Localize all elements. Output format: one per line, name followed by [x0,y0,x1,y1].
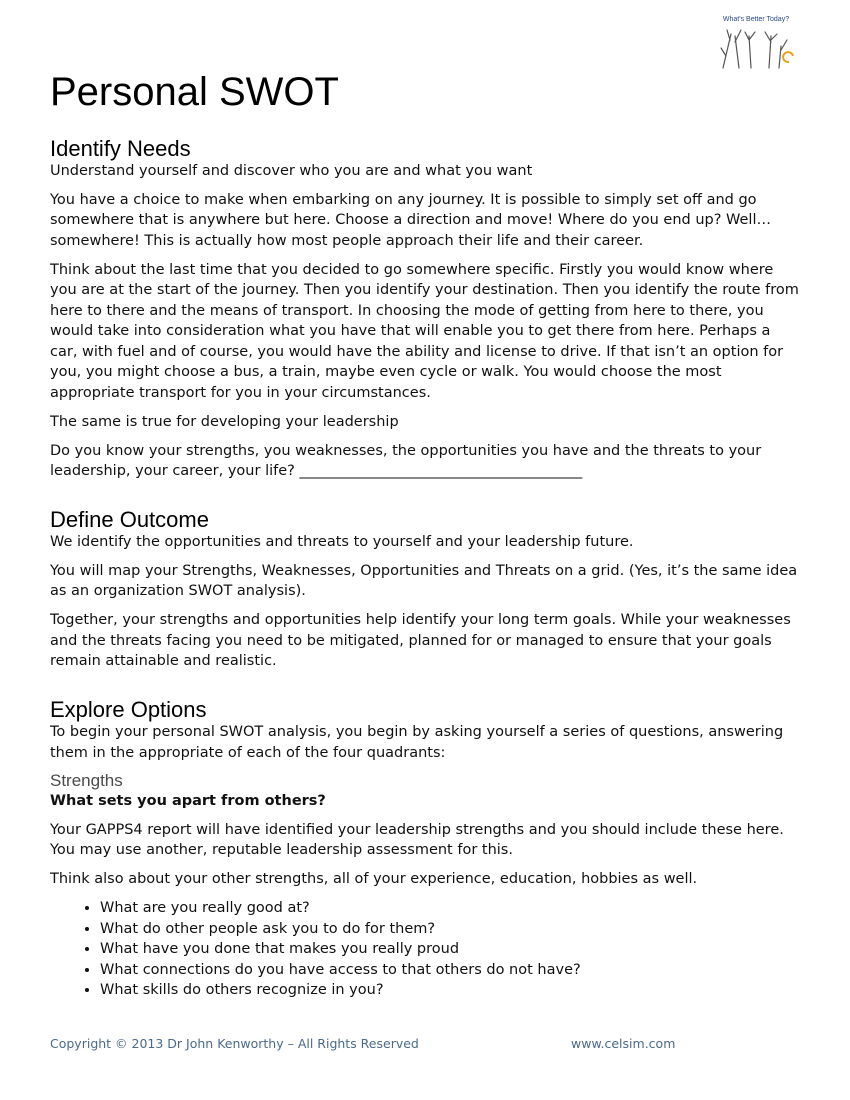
list-item: • What do other people ask you to do for them? [100,919,800,940]
define-outcome-lead: We identify the opportunities and threats to yourself and your leadership future. [50,534,634,550]
list-item: • What skills do others recognize in you? [100,980,800,1001]
explore-options-heading: Explore Options [50,697,207,722]
list-item: • What connections do you have access to that others do not have? [100,960,800,981]
identify-needs-heading: Identify Needs [50,136,191,161]
footer-website-link[interactable]: www.celsim.com [571,1036,676,1051]
identify-paragraph: Think about the last time that you decided to go somewhere specific. Firstly you would know where you are at the start of the journey. Then you identify your destination. Then you identify the route from here to there and the means of transport. In choosing the mode of getting from here to there, you would take into consideration what you have that will enable you to get there from here. Perhaps a car, with fuel and of course, you would have the ability and license to drive. If that isn’t an option for you, you might choose a bus, a train, maybe even cycle or walk. You would choose the most appropriate transport for you in your circumstances. [50,261,799,401]
logo [713,16,799,72]
define-paragraph: You will map your Strengths, Weaknesses, Opportunities and Threats on a grid. (Yes, it’s the same idea as an organization SWOT analysis). [50,562,798,599]
document-body [50,68,800,1001]
list-item: • What have you done that makes you really proud [100,939,800,960]
strengths-question-list [50,898,800,1001]
explore-options-lead: To begin your personal SWOT analysis, you begin by asking yourself a series of questions, answering them in the appropriate of each of the four quadrants: [50,724,784,761]
identify-needs-lead: Understand yourself and discover who you are and what you want [50,163,533,179]
list-item: • What are you really good at? [100,898,800,919]
strengths-subheading: Strengths [50,771,123,790]
strengths-paragraph: Think also about your other strengths, all of your experience, education, hobbies as well. [50,871,698,887]
identify-paragraph: Do you know your strengths, you weaknesses, the opportunities you have and the threats to your leadership, your career, your life? _______________________________________ [50,442,762,479]
logo-tagline: What's Better Today? [722,16,790,23]
logo-figures-icon [713,26,799,72]
identify-paragraph: You have a choice to make when embarking on any journey. It is possible to simply set off and go somewhere that is anywhere but here. Choose a direction and move! Where do you end up? Well… somewhere! This is actually how most people approach their life and their career. [50,191,771,249]
page-title: Personal SWOT [50,70,339,114]
define-outcome-heading: Define Outcome [50,507,209,532]
strengths-paragraph: Your GAPPS4 report will have identified your leadership strengths and you should include these here. You may use another, reputable leadership assessment for this. [50,821,784,858]
footer-copyright: Copyright © 2013 Dr John Kenworthy – All Rights Reserved [50,1036,419,1051]
define-paragraph: Together, your strengths and opportunities help identify your long term goals. While your weaknesses and the threats facing you need to be mitigated, planned for or managed to ensure that your goals remain attainable and realistic. [50,612,791,669]
strengths-question: What sets you apart from others? [50,793,326,809]
identify-paragraph: The same is true for developing your leadership [50,413,399,430]
